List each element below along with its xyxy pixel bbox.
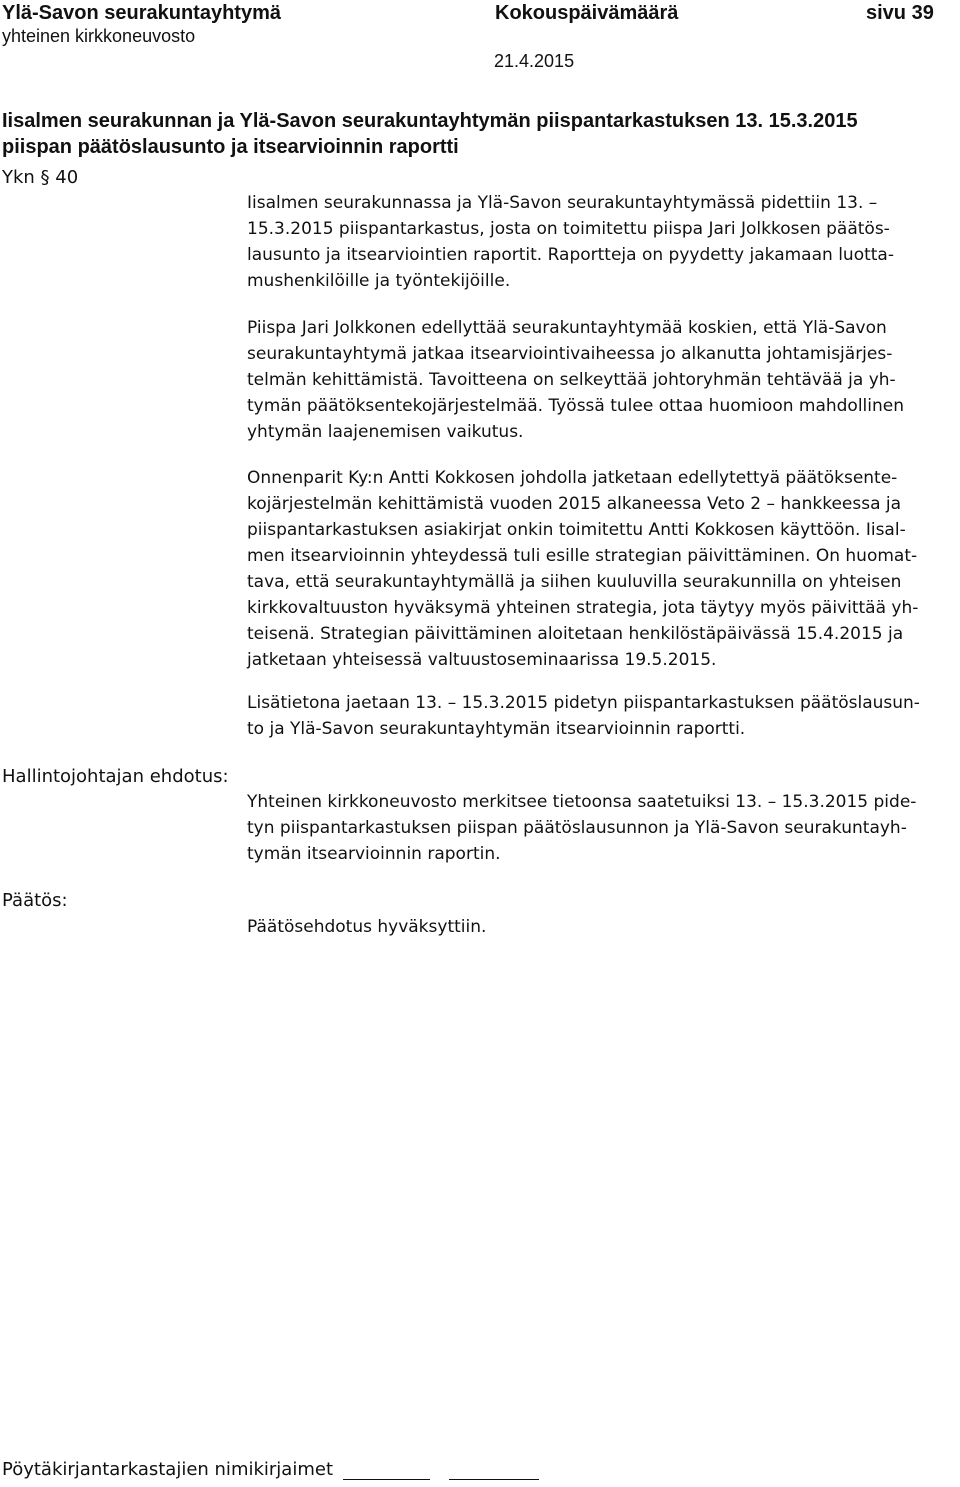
signature-line bbox=[449, 1479, 539, 1480]
page-number: sivu 39 bbox=[866, 2, 934, 24]
paragraph-2 bbox=[247, 315, 904, 445]
decision-label: Päätös: bbox=[2, 890, 68, 911]
paragraph-line: teisenä. Strategian päivittäminen aloitetaan henkilöstäpäivässä 15.4.2015 ja bbox=[247, 624, 904, 644]
meeting-date: 21.4.2015 bbox=[494, 51, 575, 71]
paragraph-line: Lisätietona jaetaan 13. – 15.3.2015 pidetyn piispantarkastuksen päätöslausun- bbox=[247, 693, 920, 713]
paragraph-line: to ja Ylä-Savon seurakuntayhtymän itsearvioinnin raportti. bbox=[247, 719, 746, 739]
paragraph-line: piispantarkastuksen asiakirjat onkin toimitettu Antti Kokkosen käyttöön. Iisal- bbox=[247, 520, 906, 540]
document-title-line2: piispan päätöslausunto ja itsearvioinnin raportti bbox=[2, 136, 459, 158]
document-title-line1: Iisalmen seurakunnan ja Ylä-Savon seurakuntayhtymän piispantarkastuksen 13. 15.3.2015 bbox=[2, 110, 858, 132]
body-name: yhteinen kirkkoneuvosto bbox=[2, 26, 196, 46]
paragraph-line: tymän päätöksentekojärjestelmää. Työssä tulee ottaa huomioon mahdollinen bbox=[247, 396, 905, 416]
paragraph-line: seurakuntayhtymä jatkaa itsearviointivaiheessa jo alkanutta johtamisjärjes- bbox=[247, 344, 893, 364]
paragraph-line: 15.3.2015 piispantarkastus, josta on toimitettu piispa Jari Jolkkosen päätös- bbox=[247, 219, 890, 239]
proposal-line: tymän itsearvioinnin raportin. bbox=[247, 844, 501, 864]
proposal-line: tyn piispantarkastuksen piispan päätöslausunnon ja Ylä-Savon seurakuntayh- bbox=[247, 818, 907, 838]
date-label: Kokouspäivämäärä bbox=[495, 2, 679, 24]
decision-text: Päätösehdotus hyväksyttiin. bbox=[247, 917, 487, 937]
paragraph-line: Iisalmen seurakunnassa ja Ylä-Savon seurakuntayhtymässä pidettiin 13. – bbox=[247, 193, 878, 213]
organization-name: Ylä-Savon seurakuntayhtymä bbox=[2, 2, 281, 24]
proposal-label: Hallintojohtajan ehdotus: bbox=[2, 766, 229, 787]
proposal-line: Yhteinen kirkkoneuvosto merkitsee tietoonsa saatetuiksi 13. – 15.3.2015 pide- bbox=[247, 792, 917, 812]
paragraph-3 bbox=[247, 465, 918, 673]
paragraph-1 bbox=[247, 190, 894, 294]
paragraph-line: kirkkovaltuuston hyväksymä yhteinen strategia, jota täytyy myös päivittää yh- bbox=[247, 598, 919, 618]
paragraph-line: Piispa Jari Jolkkonen edellyttää seurakuntayhtymää koskien, että Ylä-Savon bbox=[247, 318, 887, 338]
paragraph-line: kojärjestelmän kehittämistä vuoden 2015 alkaneessa Veto 2 – hankkeessa ja bbox=[247, 494, 902, 514]
proposal-text bbox=[247, 789, 916, 867]
paragraph-line: jatketaan yhteisessä valtuustoseminaarissa 19.5.2015. bbox=[247, 650, 717, 670]
paragraph-line: lausunto ja itsearviointien raportit. Raportteja on pyydetty jakamaan luotta- bbox=[247, 245, 894, 265]
section-number: Ykn § 40 bbox=[2, 167, 79, 188]
paragraph-line: Onnenparit Ky:n Antti Kokkosen johdolla jatketaan edellytettyä päätöksente- bbox=[247, 468, 898, 488]
paragraph-line: men itsearvioinnin yhteydessä tuli esille strategian päivittäminen. On huomat- bbox=[247, 546, 918, 566]
signature-line bbox=[343, 1479, 430, 1480]
paragraph-line: telmän kehittämistä. Tavoitteena on selkeyttää johtoryhmän tehtävää ja yh- bbox=[247, 370, 896, 390]
signature-label: Pöytäkirjantarkastajien nimikirjaimet bbox=[2, 1459, 333, 1480]
paragraph-4 bbox=[247, 690, 920, 742]
paragraph-line: mushenkilöille ja työntekijöille. bbox=[247, 271, 511, 291]
paragraph-line: yhtymän laajenemisen vaikutus. bbox=[247, 422, 524, 442]
paragraph-line: tava, että seurakuntayhtymällä ja siihen kuuluvilla seurakunnilla on yhteisen bbox=[247, 572, 902, 592]
